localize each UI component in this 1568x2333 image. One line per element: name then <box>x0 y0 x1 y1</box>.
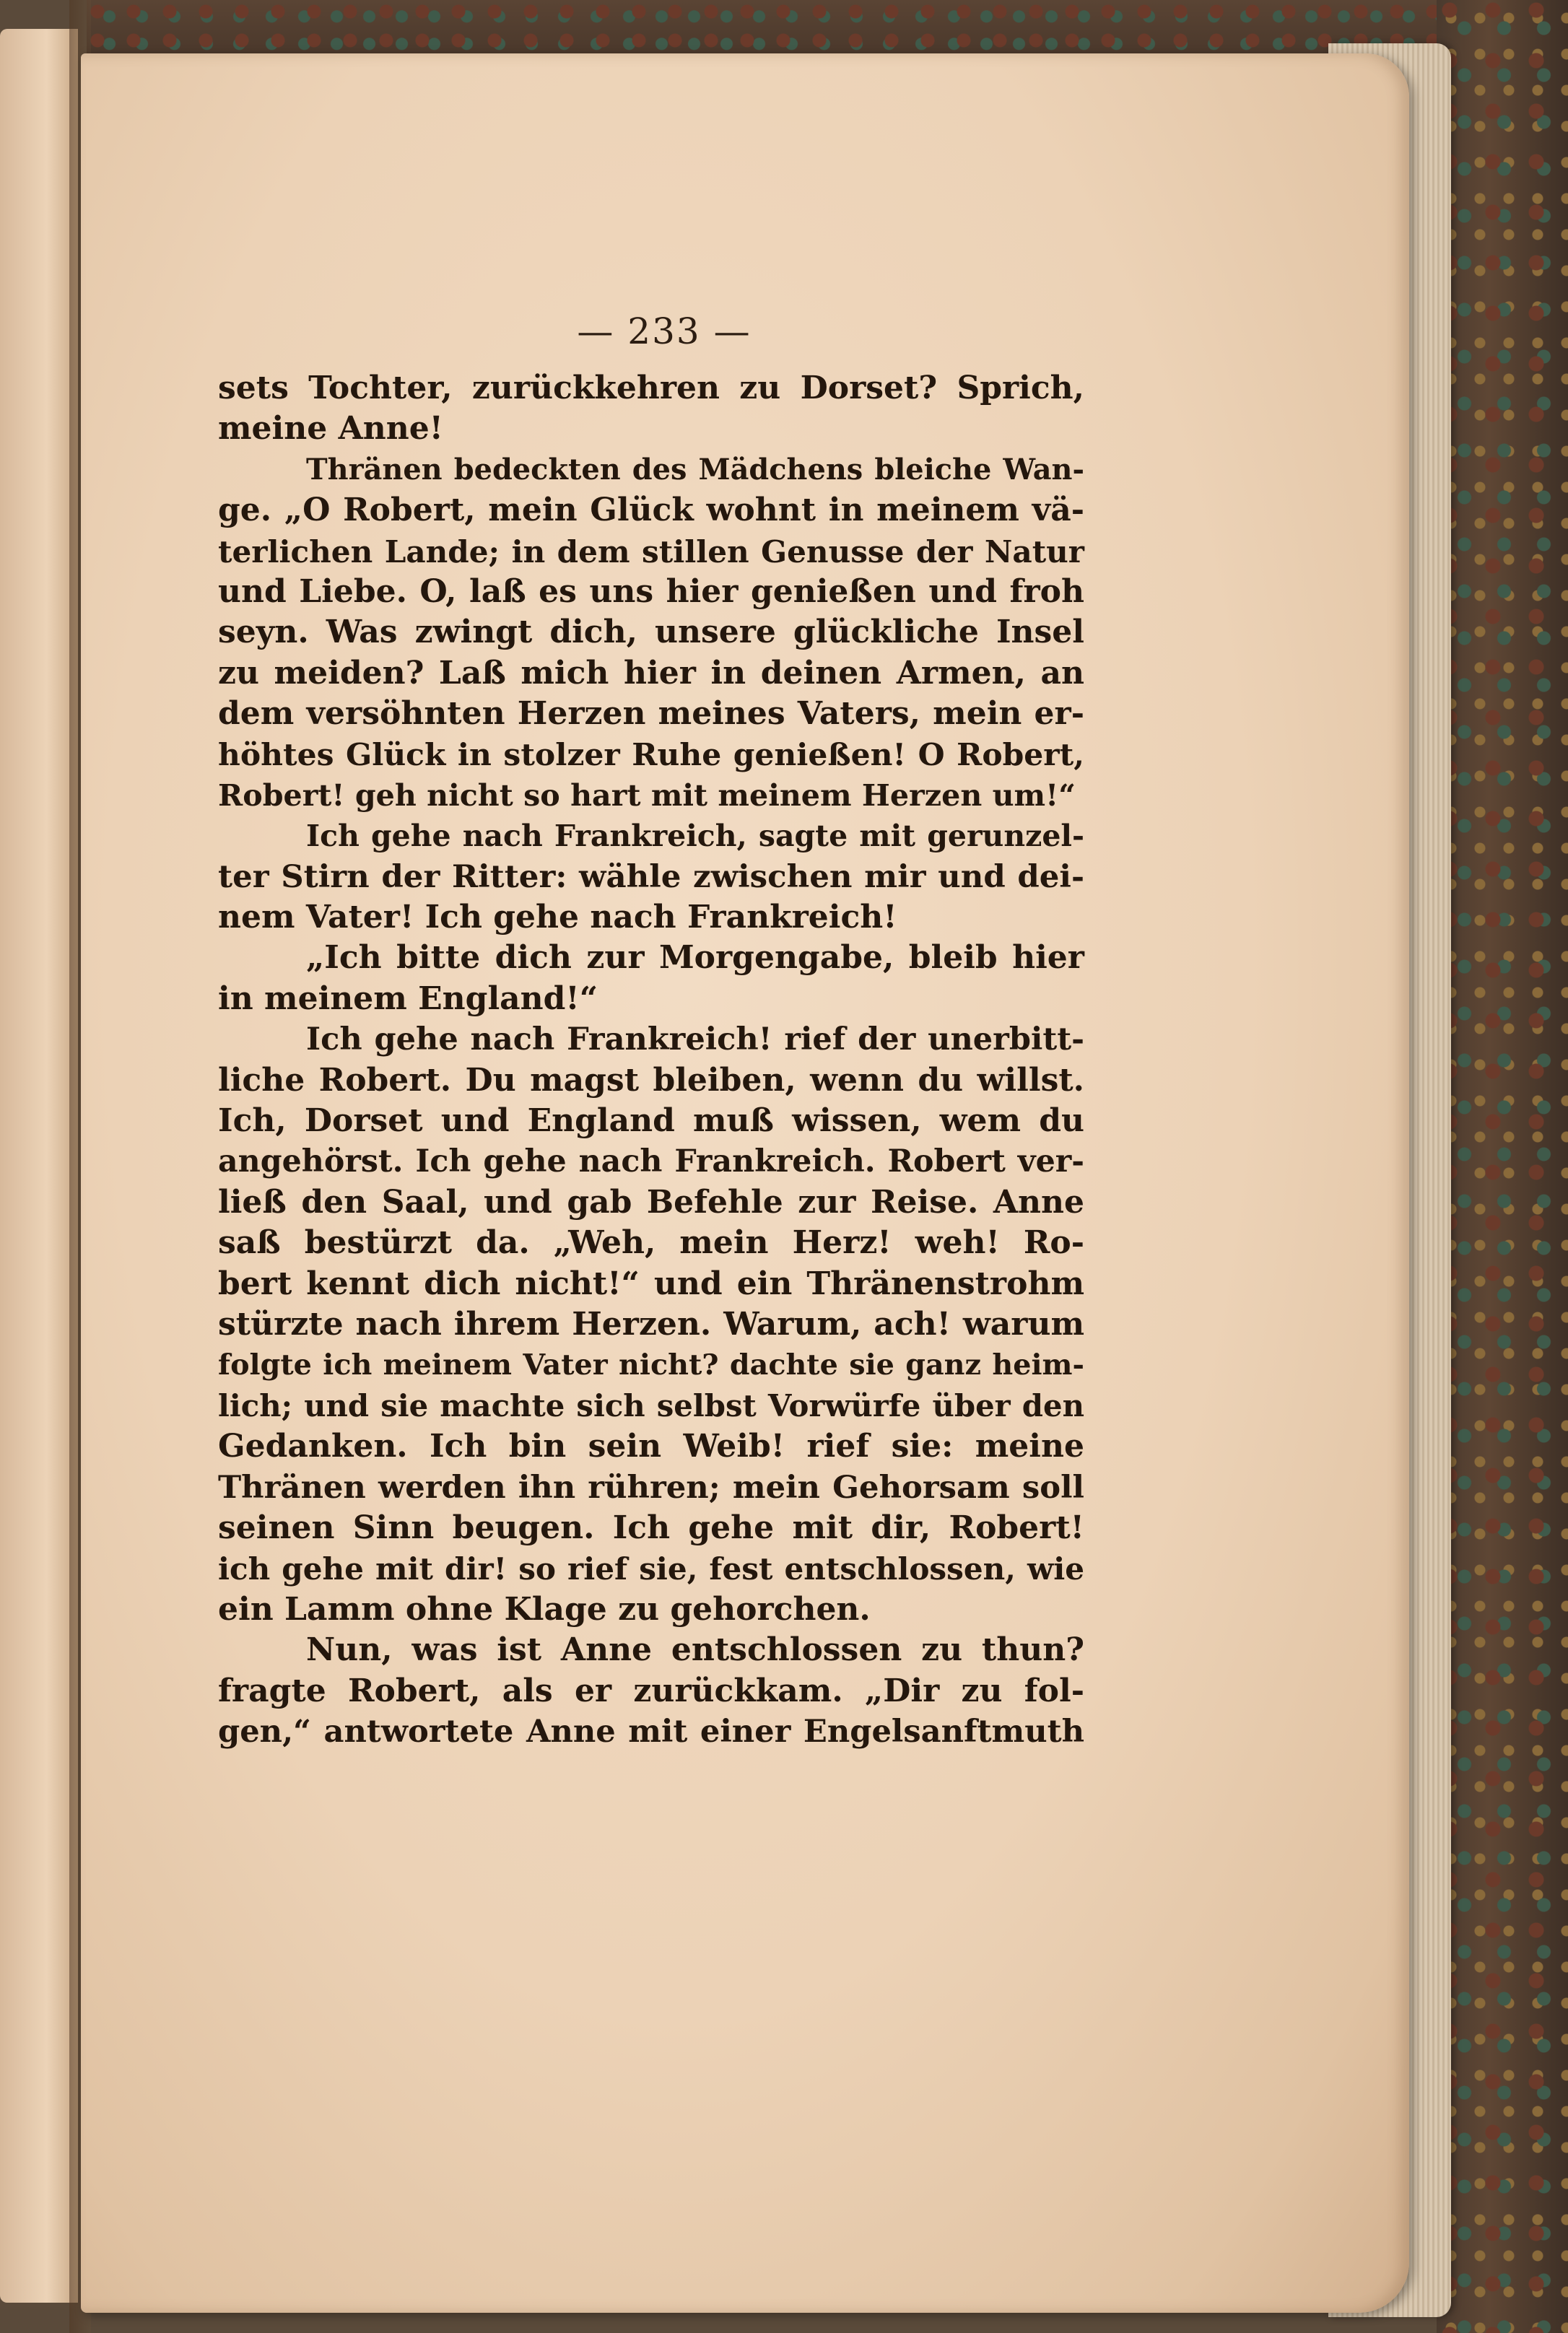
text-line: dem versöhnten Herzen meines Vaters, mein er- <box>218 695 1084 733</box>
text-line: folgte ich meinem Vater nicht? dachte sie ganz heim- <box>218 1348 1084 1382</box>
marbled-cover <box>1437 0 1568 2333</box>
left-page <box>0 29 78 2303</box>
text-line: Gedanken. Ich bin sein Weib! rief sie: meine <box>218 1428 1084 1465</box>
text-line: bert kennt dich nicht!“ und ein Thränenstrohm <box>218 1265 1084 1302</box>
text-line: „Ich bitte dich zur Morgengabe, bleib hier <box>306 939 1084 977</box>
text-line: stürzte nach ihrem Herzen. Warum, ach! warum <box>218 1305 1084 1343</box>
text-line: ein Lamm ohne Klage zu gehorchen. <box>218 1590 871 1628</box>
text-line: Ich gehe nach Frankreich! rief der unerbitt- <box>306 1021 1084 1058</box>
text-line: und Liebe. O, laß es uns hier genießen und froh <box>218 572 1084 610</box>
text-line: ließ den Saal, und gab Befehle zur Reise. Anne <box>218 1183 1084 1221</box>
text-line: lich; und sie machte sich selbst Vorwürfe über den <box>218 1387 1084 1423</box>
text-line: in meinem England!“ <box>218 980 598 1017</box>
text-line: ter Stirn der Ritter: wähle zwischen mir und dei- <box>218 858 1084 895</box>
text-line: sets Tochter, zurückkehren zu Dorset? Sprich, <box>218 370 1084 406</box>
text-line: seyn. Was zwingt dich, unsere glückliche Insel <box>218 614 1084 651</box>
text-line: meine Anne! <box>218 410 443 448</box>
text-line: ich gehe mit dir! so rief sie, fest entschlossen, wie <box>218 1551 1084 1587</box>
text-line: gen,“ antwortete Anne mit einer Engelsanftmuth <box>218 1712 1084 1750</box>
text-line: liche Robert. Du magst bleiben, wenn du willst. <box>218 1061 1084 1099</box>
text-line: fragte Robert, als er zurückkam. „Dir zu fol- <box>218 1672 1084 1709</box>
text-line: seinen Sinn beugen. Ich gehe mit dir, Robert! <box>218 1509 1084 1546</box>
text-line: Nun, was ist Anne entschlossen zu thun? <box>306 1631 1084 1669</box>
text-line: Thränen werden ihn rühren; mein Gehorsam soll <box>218 1468 1084 1506</box>
page-text <box>218 368 1084 1752</box>
text-line: nem Vater! Ich gehe nach Frankreich! <box>218 899 897 936</box>
text-line: angehörst. Ich gehe nach Frankreich. Robert ver- <box>218 1143 1084 1180</box>
text-line: Ich, Dorset und England muß wissen, wem du <box>218 1102 1084 1140</box>
text-line: höhtes Glück in stolzer Ruhe genießen! O Robert, <box>218 736 1084 773</box>
text-line: zu meiden? Laß mich hier in deinen Armen, an <box>218 654 1084 692</box>
text-line: saß bestürzt da. „Weh, mein Herz! weh! Ro- <box>218 1224 1084 1262</box>
text-line: ge. „O Robert, mein Glück wohnt in meinem vä- <box>218 492 1084 529</box>
text-line: Thränen bedeckten des Mädchens bleiche Wan- <box>306 453 1084 487</box>
text-line: Robert! geh nicht so hart mit meinem Herzen um!“ <box>218 777 1076 813</box>
text-line: terlichen Lande; in dem stillen Genusse der Natur <box>218 533 1084 570</box>
text-line: Ich gehe nach Frankreich, sagte mit gerunzel- <box>306 819 1084 854</box>
page-number: — 233 — <box>577 310 752 352</box>
